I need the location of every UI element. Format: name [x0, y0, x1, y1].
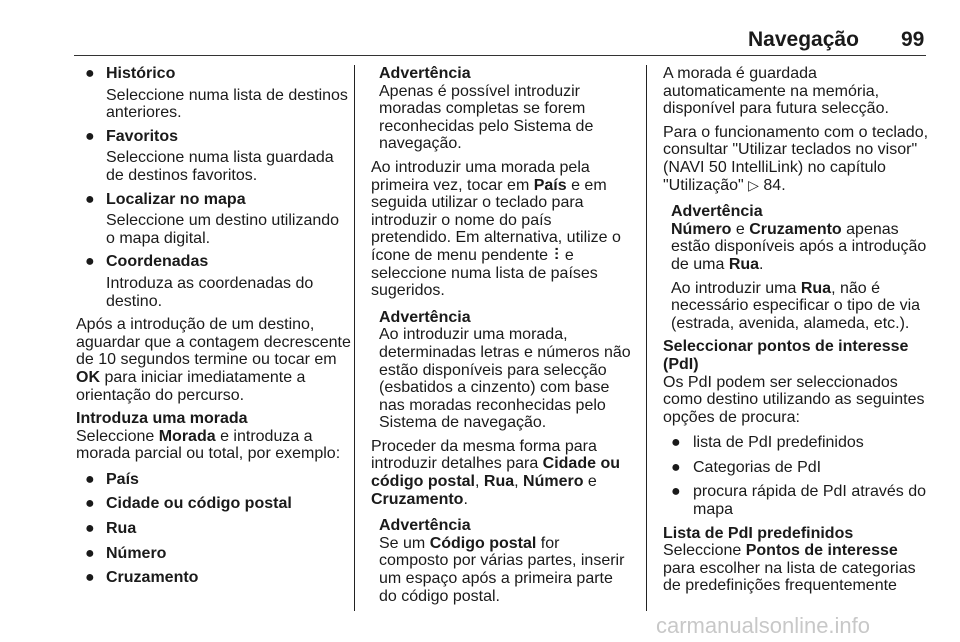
- note-text: Apenas é possível introduzir moradas completas se forem reconhecidas pelo Sistema de navegação.: [379, 82, 594, 153]
- page-header: [0, 0, 960, 56]
- bullet-dot-icon: ●: [85, 495, 95, 513]
- column-divider-2: [646, 65, 647, 611]
- dropdown-pendant-icon: ⫶: [554, 246, 559, 264]
- column-2: [371, 65, 633, 611]
- paragraph-morada-guardada: A morada é guardada automaticamente na memória, disponível para futura selecção.: [663, 65, 889, 118]
- page-title: Navegação: [748, 28, 859, 51]
- list-item: ● Rua: [85, 520, 137, 538]
- paragraph-seleccione: Seleccione Morada e introduza a morada parcial ou total, por exemplo:: [76, 427, 341, 463]
- paragraph-teclado: Para o funcionamento com o teclado, consultar "Utilizar teclados no visor" (NAVI 50 IntelliLink) no capítulo "Utilização" ▷ 84.: [663, 123, 929, 194]
- list-item-title: Localizar no mapa: [106, 190, 246, 208]
- header-rule: [74, 55, 926, 56]
- note-title: Advertência: [379, 65, 471, 82]
- section-heading-pdi: Seleccionar pontos de interesse (PdI): [663, 338, 909, 373]
- note-title: Advertência: [671, 203, 763, 221]
- bullet-dot-icon: ●: [85, 520, 95, 538]
- list-item-text: Seleccione numa lista guardada de destinos favoritos.: [106, 149, 334, 184]
- paragraph-primeira-vez: Ao introduzir uma morada pela primeira vez, tocar em País e em seguida utilizar o teclado para introduzir o nome do país pretendido. Em alternativa, utilize o ícone de menu pendente ⫶ e seleccione numa lista de países sugeridos.: [371, 158, 621, 300]
- watermark: carmanualsonline.info: [656, 613, 871, 638]
- list-item-historico: [76, 65, 352, 122]
- note-title: Advertência: [379, 308, 471, 326]
- list-item-text: Introduza as coordenadas do destino.: [106, 274, 314, 310]
- column-3: [663, 65, 929, 601]
- note-box: [371, 309, 633, 432]
- bullet-dot-icon: ●: [671, 434, 681, 452]
- bullet-dot-icon: ●: [85, 470, 95, 488]
- list-item-localizar: [76, 191, 352, 248]
- column-1: [76, 65, 352, 593]
- list-item-title: Coordenadas: [106, 253, 209, 271]
- bullet-dot-icon: ●: [85, 65, 95, 82]
- paragraph-lista-pdi: Seleccione Pontos de interesse para escolher na lista de categorias de predefinições frequentemente: [663, 542, 916, 595]
- list-item: ● Cruzamento: [85, 569, 199, 587]
- section-heading-morada: Introduza uma morada: [76, 410, 248, 428]
- list-item: ● Cidade ou código postal: [85, 495, 292, 513]
- note-box: [371, 65, 633, 153]
- paragraph-proceder: Proceder da mesma forma para introduzir detalhes para Cidade ou código postal, Rua, Número e Cruzamento.: [371, 437, 620, 508]
- list-item: ● lista de PdI predefinidos: [671, 434, 864, 452]
- note-text: Ao introduzir uma Rua, não é necessário especificar o tipo de via (estrada, avenida, alameda, etc.).: [671, 279, 921, 332]
- note-box: [663, 203, 929, 332]
- list-item-title: Favoritos: [106, 127, 179, 145]
- page-number: 99: [901, 28, 925, 51]
- bullet-dot-icon: ●: [85, 190, 95, 208]
- note-text: Número e Cruzamento apenas estão disponíveis após a introdução de uma Rua.: [671, 220, 927, 273]
- note-text: Ao introduzir uma morada, determinadas letras e números não estão disponíveis para selecção (esbatidos a cinzento) com base nas moradas reconhecidas pelo Sistema de navegação.: [379, 326, 631, 432]
- list-item: ● procura rápida de PdI através do mapa: [671, 483, 927, 519]
- note-box: [371, 517, 633, 605]
- bullet-dot-icon: ●: [671, 458, 681, 476]
- list-item-coordenadas: [76, 253, 352, 310]
- paragraph-apos: Após a introdução de um destino, aguardar que a contagem decrescente de 10 segundos termine ou tocar em OK para iniciar imediatamente a orientação do percurso.: [76, 316, 351, 404]
- reference-arrow-icon: ▷: [748, 176, 759, 193]
- bullet-dot-icon: ●: [85, 544, 95, 562]
- column-divider-1: [354, 65, 355, 611]
- note-title: Advertência: [379, 517, 471, 535]
- list-item-title: Histórico: [106, 65, 176, 82]
- list-item-favoritos: [76, 128, 352, 185]
- list-item-text: Seleccione um destino utilizando o mapa digital.: [106, 212, 340, 247]
- list-item: ● Número: [85, 544, 167, 562]
- bullet-dot-icon: ●: [85, 253, 95, 271]
- list-item-text: Seleccione numa lista de destinos anteriores.: [106, 86, 348, 122]
- note-text: Se um Código postal for composto por várias partes, inserir um espaço após a primeira parte do código postal.: [379, 534, 625, 605]
- bullet-dot-icon: ●: [85, 569, 95, 587]
- bullet-dot-icon: ●: [85, 127, 95, 145]
- paragraph-pdi: Os PdI podem ser seleccionados como destino utilizando as seguintes opções de procura:: [663, 373, 925, 426]
- bullet-dot-icon: ●: [671, 483, 681, 501]
- list-item: ● Categorias de PdI: [671, 458, 822, 476]
- section-heading-lista-pdi: Lista de PdI predefinidos: [663, 524, 854, 542]
- list-item: ● País: [85, 470, 139, 488]
